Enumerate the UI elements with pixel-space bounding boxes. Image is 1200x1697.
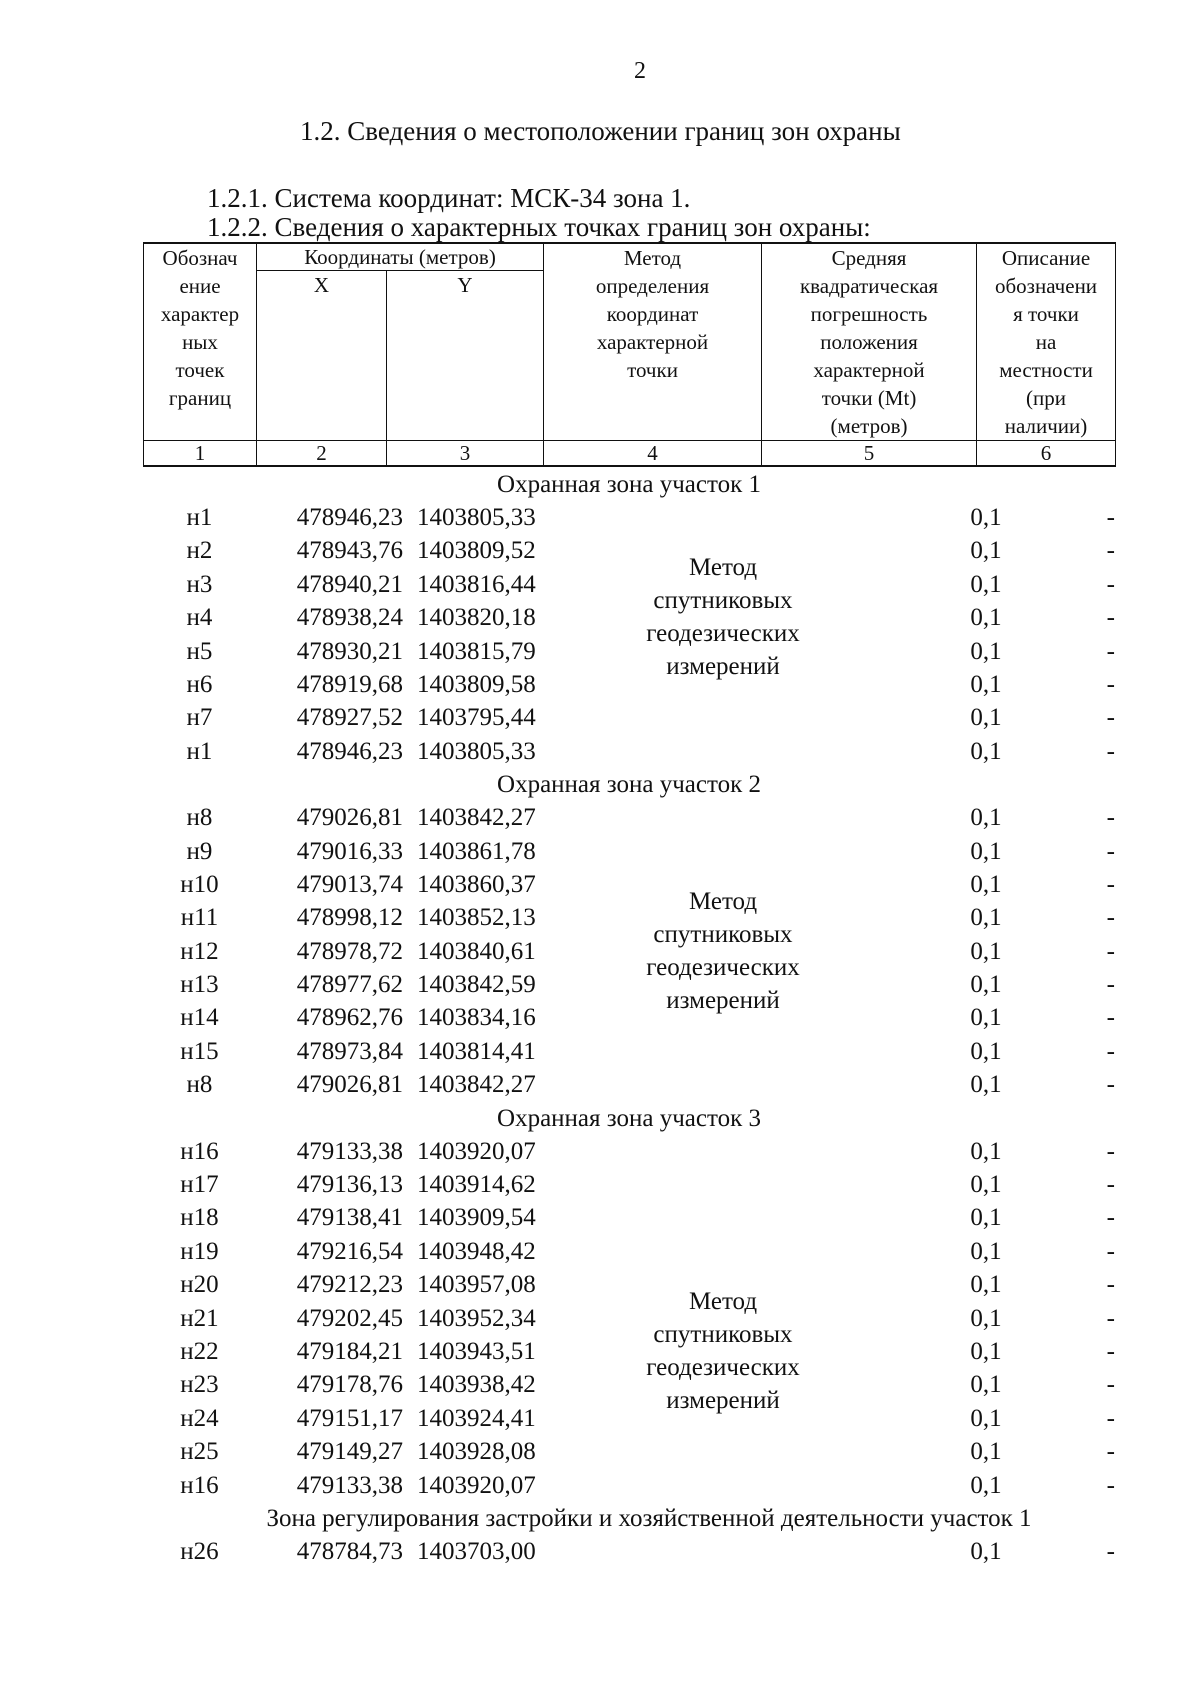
coord-x: 478927,52 — [296, 704, 403, 732]
coord-x: 478946,23 — [296, 504, 403, 531]
error-value: 0,1 — [970, 1137, 1002, 1165]
description: - — [1106, 937, 1115, 965]
error-value: 0,1 — [970, 1471, 1002, 1499]
description: - — [1106, 504, 1115, 531]
coord-x: 479184,21 — [296, 1337, 403, 1365]
coord-y: 1403924,41 — [417, 1404, 536, 1432]
description: - — [1106, 1371, 1115, 1399]
point-id: н18 — [180, 1204, 219, 1232]
section-title: Охранная зона участок 2 — [497, 771, 761, 799]
method-line: измерений — [666, 653, 780, 681]
description: - — [1106, 837, 1115, 865]
table-row — [143, 735, 1115, 768]
coord-y: 1403703,00 — [417, 1537, 536, 1565]
description: - — [1106, 570, 1115, 598]
method-line: измерений — [666, 986, 780, 1014]
error-value: 0,1 — [970, 1438, 1002, 1466]
coord-x: 479202,45 — [296, 1304, 403, 1332]
description: - — [1106, 1004, 1115, 1032]
section-heading: 1.2. Сведения о местоположении границ зон охраны — [300, 116, 901, 146]
table-row — [143, 1435, 1115, 1468]
error-value: 0,1 — [970, 1237, 1002, 1265]
points-title-line: 1.2.2. Сведения о характерных точках границ зон охраны: — [207, 212, 871, 242]
coord-y: 1403938,42 — [417, 1371, 536, 1399]
description: - — [1106, 704, 1115, 732]
section-rows — [143, 801, 1115, 1102]
header-method: Метод определения координат характерной точки — [544, 243, 762, 441]
point-id: н21 — [180, 1304, 219, 1332]
section-rows — [143, 1535, 1115, 1568]
description: - — [1106, 537, 1115, 565]
coord-y: 1403914,62 — [417, 1171, 536, 1199]
point-id: н19 — [180, 1237, 219, 1265]
point-id: н23 — [180, 1371, 219, 1399]
header-num-1: 1 — [144, 441, 257, 467]
description: - — [1106, 1404, 1115, 1432]
point-id: н26 — [180, 1537, 219, 1565]
method-line: измерений — [666, 1386, 780, 1414]
description: - — [1106, 1537, 1115, 1565]
coord-x: 478962,76 — [296, 1004, 403, 1032]
error-value: 0,1 — [970, 604, 1002, 632]
coord-y: 1403948,42 — [417, 1237, 536, 1265]
section-rows — [143, 1135, 1115, 1502]
header-num-5: 5 — [762, 441, 977, 467]
point-id: н6 — [186, 670, 213, 698]
coord-y: 1403820,18 — [417, 604, 536, 632]
description: - — [1106, 1271, 1115, 1299]
method-line: геодезических — [646, 953, 800, 981]
error-value: 0,1 — [970, 870, 1002, 898]
section-title: Охранная зона участок 3 — [497, 1104, 761, 1132]
table-row — [143, 801, 1115, 834]
description: - — [1106, 1304, 1115, 1332]
error-value: 0,1 — [970, 804, 1002, 832]
description: - — [1106, 870, 1115, 898]
table-row — [143, 1201, 1115, 1234]
coord-y: 1403842,27 — [417, 804, 536, 832]
coord-y: 1403805,33 — [417, 504, 536, 531]
header-y: Y — [387, 271, 544, 441]
page-number: 2 — [634, 58, 646, 84]
coord-y: 1403815,79 — [417, 637, 536, 665]
coord-x: 478930,21 — [296, 637, 403, 665]
point-id: н1 — [186, 737, 213, 765]
coord-system-line: 1.2.1. Система координат: МСК-34 зона 1. — [207, 183, 691, 213]
point-id: н13 — [180, 971, 219, 999]
coord-y: 1403809,58 — [417, 670, 536, 698]
point-id: н16 — [180, 1137, 219, 1165]
point-id: н8 — [186, 1071, 213, 1099]
point-id: н14 — [180, 1004, 219, 1032]
coord-y: 1403957,08 — [417, 1271, 536, 1299]
description: - — [1106, 1337, 1115, 1365]
error-value: 0,1 — [970, 1037, 1002, 1065]
table-header — [143, 242, 1116, 467]
error-value: 0,1 — [970, 637, 1002, 665]
coord-x: 478784,73 — [296, 1537, 403, 1565]
coord-x: 479133,38 — [296, 1137, 403, 1165]
table-row — [143, 501, 1115, 534]
coord-y: 1403861,78 — [417, 837, 536, 865]
description: - — [1106, 637, 1115, 665]
error-value: 0,1 — [970, 1171, 1002, 1199]
method-line: Метод — [688, 1287, 758, 1315]
error-value: 0,1 — [970, 570, 1002, 598]
section-rows — [143, 501, 1115, 768]
point-id: н15 — [180, 1037, 219, 1065]
description: - — [1106, 971, 1115, 999]
point-id: н12 — [180, 937, 219, 965]
header-error: Средняя квадратическая погрешность положения характерной точки (Mt) (метров) — [762, 243, 977, 441]
header-coordinates: Координаты (метров) — [257, 243, 544, 271]
coord-x: 478998,12 — [296, 904, 403, 932]
coord-y: 1403834,16 — [417, 1004, 536, 1032]
coord-x: 478946,23 — [296, 737, 403, 765]
point-id: н25 — [180, 1438, 219, 1466]
section-title: Зона регулирования застройки и хозяйственной деятельности участок 1 — [266, 1504, 1032, 1532]
coord-y: 1403805,33 — [417, 737, 536, 765]
point-id: н10 — [180, 870, 219, 898]
description: - — [1106, 1037, 1115, 1065]
description: - — [1106, 1204, 1115, 1232]
coord-y: 1403909,54 — [417, 1204, 536, 1232]
coord-y: 1403952,34 — [417, 1304, 536, 1332]
description: - — [1106, 670, 1115, 698]
coord-x: 478977,62 — [296, 971, 403, 999]
coord-y: 1403840,61 — [417, 937, 536, 965]
coord-y: 1403842,59 — [417, 971, 536, 999]
description: - — [1106, 1438, 1115, 1466]
description: - — [1106, 804, 1115, 832]
point-id: н1 — [186, 504, 213, 531]
error-value: 0,1 — [970, 1204, 1002, 1232]
coord-x: 479178,76 — [296, 1371, 403, 1399]
header-description: Описание обозначени я точки на местности (при наличии) — [977, 243, 1116, 441]
coord-x: 479138,41 — [296, 1204, 403, 1232]
error-value: 0,1 — [970, 1271, 1002, 1299]
description: - — [1106, 1237, 1115, 1265]
header-num-4: 4 — [544, 441, 762, 467]
error-value: 0,1 — [970, 670, 1002, 698]
coord-x: 479136,13 — [296, 1171, 403, 1199]
error-value: 0,1 — [970, 537, 1002, 565]
header-point-id: Обознач ение характер ных точек границ — [144, 243, 257, 441]
coord-x: 479133,38 — [296, 1471, 403, 1499]
point-id: н2 — [186, 537, 213, 565]
point-id: н11 — [180, 904, 219, 932]
error-value: 0,1 — [970, 504, 1002, 531]
error-value: 0,1 — [970, 837, 1002, 865]
coord-y: 1403852,13 — [417, 904, 536, 932]
description: - — [1106, 737, 1115, 765]
coord-x: 478940,21 — [296, 570, 403, 598]
description: - — [1106, 1137, 1115, 1165]
coord-x: 479216,54 — [296, 1237, 403, 1265]
method-line: геодезических — [646, 1353, 800, 1381]
point-id: н22 — [180, 1337, 219, 1365]
description: - — [1106, 1471, 1115, 1499]
header-x: X — [257, 271, 387, 441]
error-value: 0,1 — [970, 737, 1002, 765]
coord-x: 479013,74 — [296, 870, 403, 898]
coord-x: 478978,72 — [296, 937, 403, 965]
coord-y: 1403920,07 — [417, 1137, 536, 1165]
error-value: 0,1 — [970, 704, 1002, 732]
error-value: 0,1 — [970, 971, 1002, 999]
point-id: н9 — [186, 837, 213, 865]
coord-y: 1403920,07 — [417, 1471, 536, 1499]
point-id: н24 — [180, 1404, 219, 1432]
coord-y: 1403928,08 — [417, 1438, 536, 1466]
coord-y: 1403814,41 — [417, 1037, 536, 1065]
coord-y: 1403842,27 — [417, 1071, 536, 1099]
method-line: Метод — [688, 554, 758, 582]
method-line: спутниковых — [653, 1320, 793, 1348]
description: - — [1106, 604, 1115, 632]
table-row — [143, 701, 1115, 734]
coord-x: 479212,23 — [296, 1271, 403, 1299]
coord-x: 479026,81 — [296, 804, 403, 832]
coord-x: 478919,68 — [296, 670, 403, 698]
table-row — [143, 1068, 1115, 1101]
coord-y: 1403809,52 — [417, 537, 536, 565]
table-row — [143, 1035, 1115, 1068]
point-id: н17 — [180, 1171, 219, 1199]
error-value: 0,1 — [970, 1371, 1002, 1399]
coord-x: 479149,27 — [296, 1438, 403, 1466]
coord-x: 479016,33 — [296, 837, 403, 865]
error-value: 0,1 — [970, 1404, 1002, 1432]
error-value: 0,1 — [970, 937, 1002, 965]
table-body — [143, 468, 1115, 1568]
description: - — [1106, 1171, 1115, 1199]
point-id: н8 — [186, 804, 213, 832]
coord-y: 1403943,51 — [417, 1337, 536, 1365]
section-title: Охранная зона участок 1 — [497, 471, 761, 498]
table-row — [143, 1235, 1115, 1268]
method-line: Метод — [688, 887, 758, 915]
error-value: 0,1 — [970, 1337, 1002, 1365]
table-row — [143, 1469, 1115, 1502]
error-value: 0,1 — [970, 1071, 1002, 1099]
point-id: н20 — [180, 1271, 219, 1299]
coord-y: 1403795,44 — [417, 704, 536, 732]
header-num-6: 6 — [977, 441, 1116, 467]
table-row — [143, 1535, 1115, 1568]
error-value: 0,1 — [970, 1004, 1002, 1032]
header-num-2: 2 — [257, 441, 387, 467]
header-num-3: 3 — [387, 441, 544, 467]
point-id: н7 — [186, 704, 213, 732]
method-line: спутниковых — [653, 920, 793, 948]
error-value: 0,1 — [970, 1537, 1002, 1565]
coord-x: 479026,81 — [296, 1071, 403, 1099]
coord-x: 478973,84 — [296, 1037, 403, 1065]
table-row — [143, 835, 1115, 868]
table-row — [143, 1135, 1115, 1168]
coord-y: 1403860,37 — [417, 870, 536, 898]
error-value: 0,1 — [970, 904, 1002, 932]
method-line: спутниковых — [653, 587, 793, 615]
point-id: н3 — [186, 570, 213, 598]
error-value: 0,1 — [970, 1304, 1002, 1332]
point-id: н5 — [186, 637, 213, 665]
method-line: геодезических — [646, 620, 800, 648]
table-row — [143, 1168, 1115, 1201]
coord-y: 1403816,44 — [417, 570, 536, 598]
description: - — [1106, 1071, 1115, 1099]
description: - — [1106, 904, 1115, 932]
coord-x: 479151,17 — [296, 1404, 403, 1432]
point-id: н16 — [180, 1471, 219, 1499]
point-id: н4 — [186, 604, 213, 632]
method-label — [583, 1285, 863, 1417]
coord-x: 478938,24 — [296, 604, 403, 632]
method-label — [583, 551, 863, 683]
coord-x: 478943,76 — [296, 537, 403, 565]
method-label — [583, 885, 863, 1017]
